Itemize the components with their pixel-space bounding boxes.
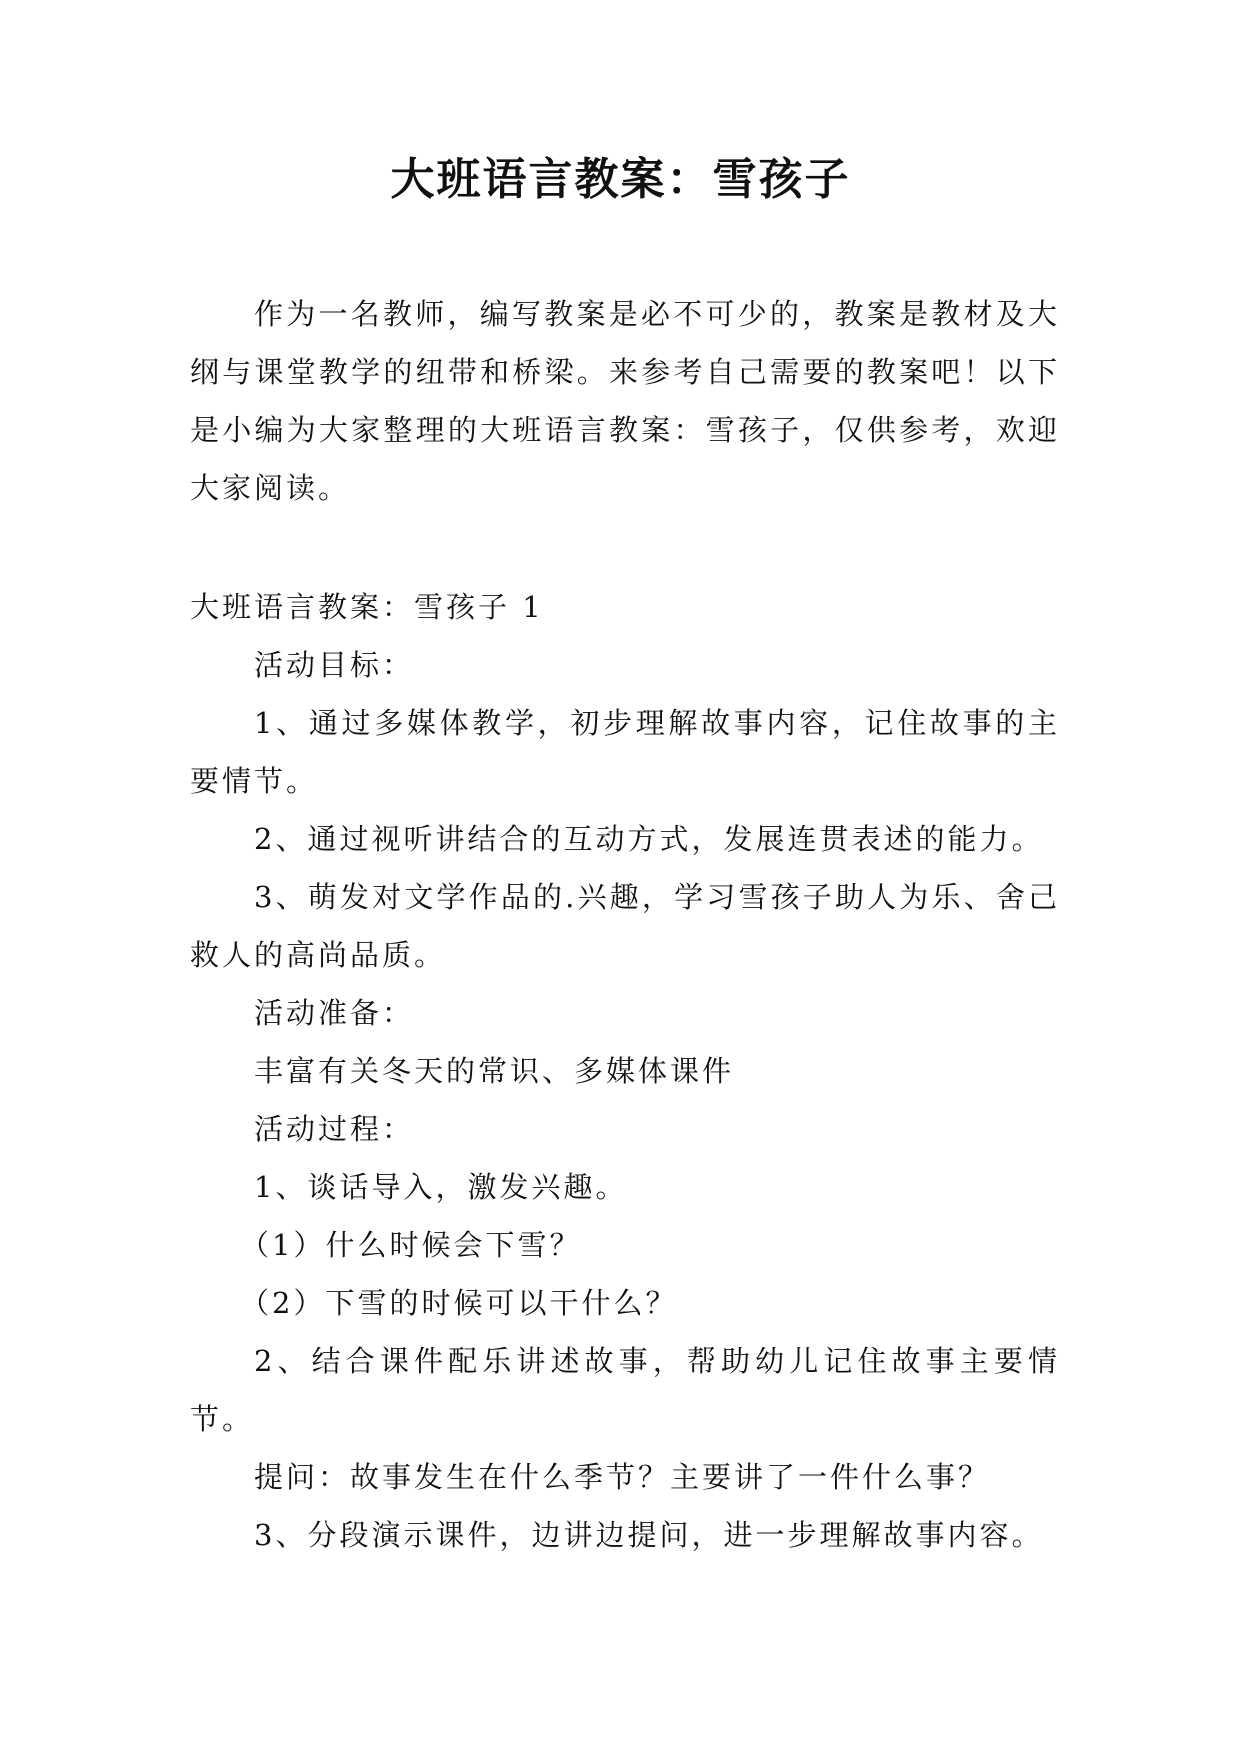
question-item-2: （2）下雪的时候可以干什么？ (240, 1286, 678, 1320)
step-item-3: 3、分段演示课件，边讲边提问，进一步理解故事内容。 (254, 1518, 1044, 1552)
prep-label: 活动准备： (254, 996, 415, 1030)
process-label: 活动过程： (254, 1112, 415, 1146)
section-heading: 大班语言教案：雪孩子 1 (190, 590, 544, 624)
document-title: 大班语言教案：雪孩子 (390, 154, 851, 205)
intro-block (190, 285, 1060, 517)
goal-item-3: 3、萌发对文学作品的.兴趣，学习雪孩子助人为乐、舍己救人的高尚品质。 (190, 880, 1060, 972)
goal-item-1: 1、通过多媒体教学，初步理解故事内容，记住故事的主要情节。 (190, 706, 1060, 798)
step-item-1: 1、谈话导入，激发兴趣。 (254, 1170, 628, 1204)
goal-item-2: 2、通过视听讲结合的互动方式，发展连贯表述的能力。 (254, 822, 1044, 856)
step-item-2: 2、结合课件配乐讲述故事，帮助幼儿记住故事主要情节。 (190, 1344, 1060, 1436)
question-item-1: （1）什么时候会下雪？ (240, 1228, 582, 1262)
intro-paragraph: 作为一名教师，编写教案是必不可少的，教案是教材及大纲与课堂教学的纽带和桥梁。来参考自己需要的教案吧！以下是小编为大家整理的大班语言教案：雪孩子，仅供参考，欢迎大家阅读。 (190, 297, 1060, 505)
prep-text: 丰富有关冬天的常识、多媒体课件 (254, 1054, 735, 1088)
ask-line: 提问：故事发生在什么季节？主要讲了一件什么事？ (254, 1460, 991, 1494)
goals-label: 活动目标： (254, 648, 415, 682)
lesson-content (190, 578, 1060, 1564)
